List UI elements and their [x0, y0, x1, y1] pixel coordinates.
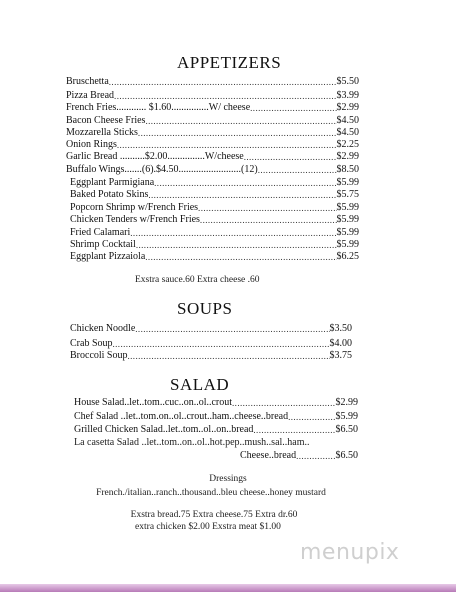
item-price: $6.25	[336, 251, 359, 262]
item-name: Shrimp Cocktail	[70, 239, 136, 250]
dressings-heading: Dressings	[209, 474, 247, 484]
item-price: $2.99	[336, 151, 359, 162]
item-price: $4.00	[329, 338, 352, 349]
menu-item	[70, 214, 359, 226]
item-price: $6.50	[335, 450, 358, 461]
salad-extras-line2: extra chicken $2.00 Exstra meat $1.00	[135, 522, 281, 532]
item-price: $5.99	[336, 214, 359, 225]
item-name: Crab Soup	[70, 338, 113, 349]
menu-item	[66, 151, 359, 163]
item-price: $3.75	[329, 350, 352, 361]
menu-item	[66, 90, 359, 102]
salad-extras-line1: Exstra bread.75 Extra cheese.75 Extra dr.60	[130, 510, 298, 520]
item-name: Broccoli Soup	[70, 350, 128, 361]
menu-item	[70, 177, 359, 189]
item-name: Pizza Bread	[66, 90, 115, 101]
item-name: Eggplant Pizzaiola	[70, 251, 146, 262]
menu-item	[66, 76, 359, 88]
menu-item	[74, 411, 358, 423]
item-name: Bruschetta	[66, 76, 109, 87]
menu-item	[66, 115, 359, 127]
item-price: $4.50	[336, 115, 359, 126]
item-price: $3.50	[329, 323, 352, 334]
appetizers-extras: Exstra sauce.60 Extra cheese .60	[135, 275, 260, 285]
menu-item	[70, 189, 359, 201]
menu-item	[70, 338, 352, 350]
menu-item	[70, 239, 359, 251]
item-price: $5.99	[336, 227, 359, 238]
menu-item	[240, 450, 358, 462]
item-name: French Fries............ $1.60...............W/ cheese	[66, 102, 251, 113]
menu-item	[70, 251, 359, 263]
menu-item	[70, 202, 359, 214]
menu-item	[66, 139, 359, 151]
menu-item	[66, 127, 359, 139]
item-price: $5.99	[335, 411, 358, 422]
item-name: Fried Calamari	[70, 227, 131, 238]
menu-item	[66, 102, 359, 114]
item-name: Chicken Noodle	[70, 323, 136, 334]
item-price: $2.99	[336, 102, 359, 113]
menu-item	[66, 164, 359, 176]
item-price: $2.99	[335, 397, 358, 408]
item-name: Eggplant Parmigiana	[70, 177, 155, 188]
item-price: $5.75	[336, 189, 359, 200]
item-price: $5.50	[336, 76, 359, 87]
menu-item	[70, 350, 352, 362]
item-price: $4.50	[336, 127, 359, 138]
item-name: Bacon Cheese Fries	[66, 115, 146, 126]
footer-bar	[0, 584, 456, 592]
item-name: Cheese..bread	[240, 450, 297, 461]
menu-item	[70, 227, 359, 239]
item-name: Grilled Chicken Salad..let..tom..ol..on..bread	[74, 424, 254, 435]
item-price: $3.99	[336, 90, 359, 101]
item-name: Garlic Bread ..........$2.00...............W/cheese	[66, 151, 244, 162]
item-name: Chicken Tenders w/French Fries	[70, 214, 200, 225]
item-price: $2.25	[336, 139, 359, 150]
item-name: Mozzarella Sticks	[66, 127, 138, 138]
item-price: $6.50	[335, 424, 358, 435]
item-name: Buffalo Wings.......(6).$4.50.........................(12)	[66, 164, 258, 175]
appetizers-heading: APPETIZERS	[177, 53, 282, 72]
soups-heading: SOUPS	[177, 299, 233, 318]
item-name: Chef Salad ..let..tom.on..ol..crout..ham..cheese..bread	[74, 411, 289, 422]
menu-item	[74, 397, 358, 409]
item-name: Popcorn Shrimp w/French Fries	[70, 202, 199, 213]
item-price: $5.99	[336, 177, 359, 188]
dressings-list: French./italian..ranch..thousand..bleu cheese..honey mustard	[96, 488, 326, 498]
item-name: House Salad..let..tom..cuc..on..ol..crout	[74, 397, 233, 408]
item-price: $5.99	[336, 202, 359, 213]
item-name: Onion Rings	[66, 139, 117, 150]
watermark-logo: menupix	[300, 540, 400, 565]
menu-item	[74, 424, 358, 436]
item-price: $5.99	[336, 239, 359, 250]
item-price: $8.50	[336, 164, 359, 175]
item-name: Baked Potato Skins	[70, 189, 149, 200]
menu-item: La casetta Salad ..let..tom..on..ol..hot.pep..mush..sal..ham..	[74, 437, 310, 448]
menu-item	[70, 323, 352, 335]
salad-heading: SALAD	[170, 375, 230, 394]
